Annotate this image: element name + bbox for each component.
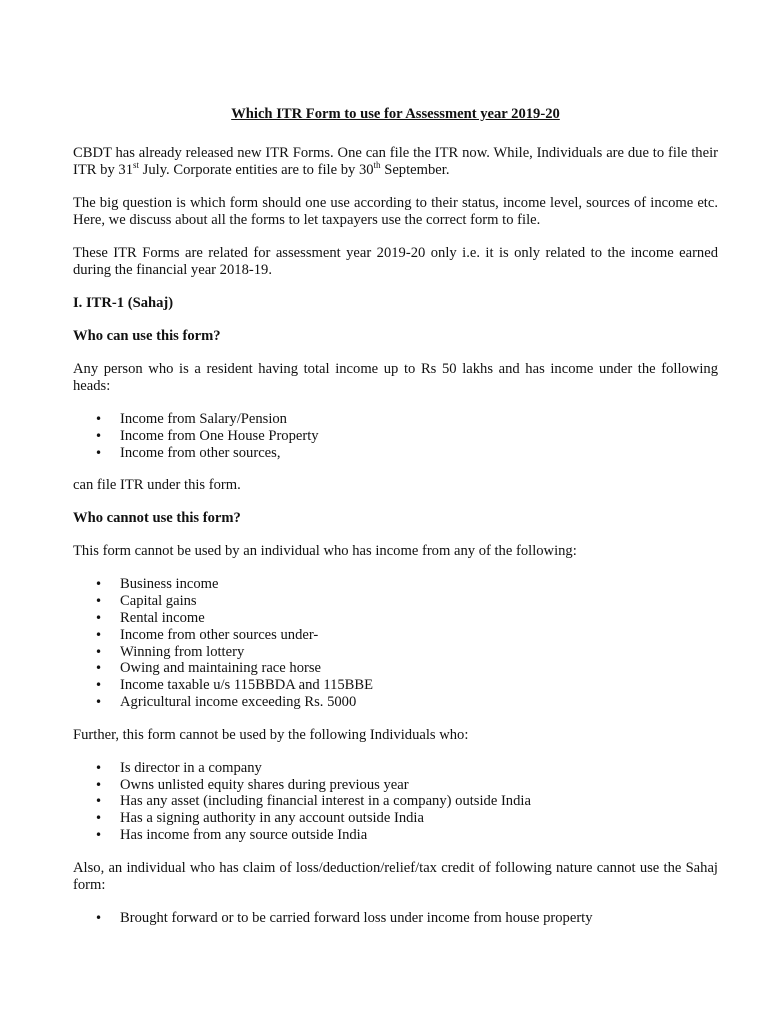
who-cannot-text: This form cannot be used by an individual who has income from any of the following:	[73, 543, 577, 560]
intro-p1-text-3: September.	[380, 162, 450, 178]
document-title: Which ITR Form to use for Assessment year 2019-20	[231, 106, 560, 122]
list-item: • Capital gains	[73, 593, 718, 610]
list-item: • Has a signing authority in any account outside India	[73, 810, 718, 827]
list-item: • Is director in a company	[73, 760, 718, 777]
further-text: Further, this form cannot be used by the following Individuals who:	[73, 726, 469, 743]
list-item: • Agricultural income exceeding Rs. 5000	[73, 694, 718, 711]
intro-paragraph-3: These ITR Forms are related for assessment year 2019-20 only i.e. it is only related to the income earned during the financial year 2018-19.	[73, 245, 718, 278]
list-item: • Owns unlisted equity shares during previous year	[73, 777, 718, 794]
list-item: • Income taxable u/s 115BBDA and 115BBE	[73, 677, 718, 694]
list-item: • Income from One House Property	[73, 428, 718, 445]
list-item: • Income from Salary/Pension	[73, 411, 718, 428]
list-item: • Income from other sources under-	[73, 627, 718, 644]
also-list	[73, 910, 718, 927]
intro-paragraph-1	[73, 145, 718, 179]
intro-paragraph-2: The big question is which form should one use according to their status, income level, sources of income etc. Here, we discuss about all the forms to let taxpayers use the correct form to file.	[73, 195, 718, 228]
intro-p1-sup-1: st	[133, 160, 140, 171]
intro-p1-text-2: July. Corporate entities are to file by 30	[139, 162, 374, 178]
list-item: • Owing and maintaining race horse	[73, 660, 718, 677]
further-list	[73, 760, 718, 844]
intro-p1-text-1: CBDT has already released new ITR Forms. One can file the ITR now. While, Individuals are due to file their ITR by 31	[73, 145, 718, 178]
list-item: • Brought forward or to be carried forward loss under income from house property	[73, 910, 718, 927]
who-can-list	[73, 411, 718, 461]
who-can-heading: Who can use this form?	[73, 328, 221, 344]
list-item: • Business income	[73, 576, 718, 593]
list-item: • Has any asset (including financial interest in a company) outside India	[73, 793, 718, 810]
who-cannot-list	[73, 576, 718, 710]
list-item: • Income from other sources,	[73, 445, 718, 462]
list-item: • Has income from any source outside India	[73, 827, 718, 844]
who-can-text: Any person who is a resident having total income up to Rs 50 lakhs and has income under the following heads:	[73, 361, 718, 394]
who-cannot-heading: Who cannot use this form?	[73, 510, 241, 527]
also-text: Also, an individual who has claim of loss/deduction/relief/tax credit of following nature cannot use the Sahaj form:	[73, 859, 718, 893]
section-heading-itr1: I. ITR-1 (Sahaj)	[73, 295, 174, 311]
who-can-closing: can file ITR under this form.	[73, 477, 241, 494]
list-item: • Rental income	[73, 610, 718, 627]
list-item: • Winning from lottery	[73, 644, 718, 661]
intro-p1-sup-2: th	[373, 160, 381, 171]
